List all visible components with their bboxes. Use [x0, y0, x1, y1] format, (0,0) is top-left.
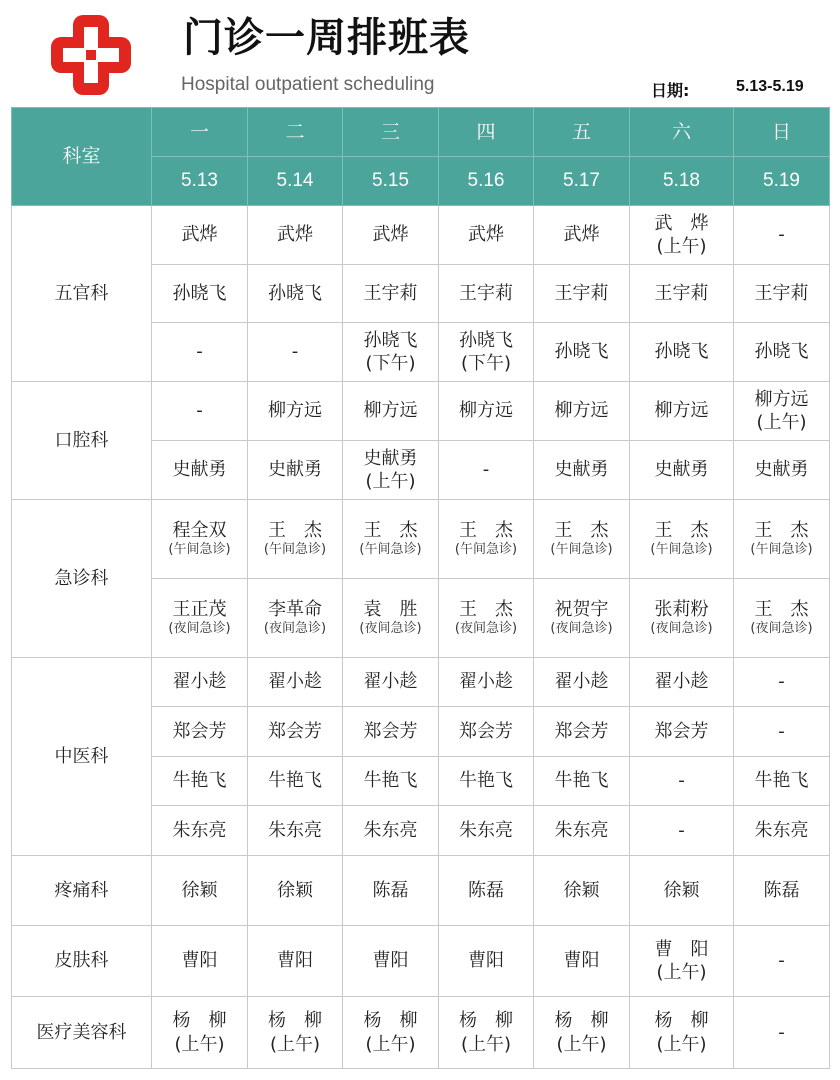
doctor-name: 王宇莉	[459, 282, 513, 304]
doctor-name: 史献勇	[363, 447, 418, 469]
doctor-name: 曹阳	[277, 950, 313, 972]
doctor-name: 陈磊	[763, 879, 800, 901]
shift-cell	[439, 206, 534, 265]
day-header: 六	[630, 108, 734, 157]
doctor-name: -	[778, 224, 785, 246]
shift-cell	[534, 806, 630, 856]
doctor-name: 杨 柳	[654, 1010, 709, 1032]
shift-cell	[630, 441, 734, 500]
shift-cell	[534, 997, 630, 1069]
doctor-name: -	[678, 819, 685, 841]
date-header: 5.13	[152, 157, 248, 206]
doctor-name: 朱东亮	[459, 819, 513, 841]
shift-note: (午间急诊)	[550, 542, 613, 558]
shift-cell	[630, 382, 734, 441]
shift-note: (夜间急诊)	[168, 621, 231, 637]
doctor-name: 朱东亮	[363, 819, 418, 841]
shift-cell	[152, 265, 248, 323]
shift-cell	[152, 997, 248, 1069]
schedule-row	[12, 500, 830, 579]
doctor-name: -	[778, 720, 785, 742]
doctor-name: 孙晓飞	[554, 341, 609, 363]
shift-cell	[343, 856, 439, 926]
doctor-name: 孙晓飞	[654, 341, 709, 363]
day-header: 一	[152, 108, 248, 157]
shift-cell	[152, 579, 248, 658]
doctor-name: 朱东亮	[554, 819, 609, 841]
shift-note: (夜间急诊)	[650, 621, 713, 637]
date-header: 5.16	[439, 157, 534, 206]
shift-cell	[534, 856, 630, 926]
shift-cell	[734, 441, 830, 500]
doctor-name: 翟小趁	[363, 671, 418, 693]
shift-cell	[734, 856, 830, 926]
shift-cell	[734, 323, 830, 382]
doctor-name: 郑会芳	[268, 720, 322, 742]
doctor-name: 武烨	[563, 224, 600, 246]
doctor-name: 史献勇	[268, 459, 322, 481]
shift-cell	[734, 265, 830, 323]
shift-cell	[439, 265, 534, 323]
shift-cell	[630, 926, 734, 997]
doctor-name: 柳方远	[363, 400, 418, 422]
shift-cell	[734, 926, 830, 997]
doctor-name: 王 杰	[363, 519, 418, 541]
shift-cell	[343, 206, 439, 265]
date-header: 5.19	[734, 157, 830, 206]
doctor-name: 曹阳	[181, 950, 218, 972]
shift-cell	[630, 500, 734, 579]
shift-cell	[152, 926, 248, 997]
shift-cell	[630, 206, 734, 265]
doctor-name: 王 杰	[268, 519, 322, 541]
schedule-row	[12, 206, 830, 265]
doctor-name: 翟小趁	[459, 671, 513, 693]
doctor-name: 武烨	[181, 224, 218, 246]
department-name: 皮肤科	[12, 926, 152, 997]
doctor-name: 王 杰	[459, 519, 513, 541]
shift-cell	[343, 265, 439, 323]
shift-cell	[152, 806, 248, 856]
doctor-name: -	[291, 341, 299, 363]
shift-cell	[630, 707, 734, 757]
shift-note: (上午)	[656, 236, 707, 257]
doctor-name: 王 杰	[754, 519, 809, 541]
shift-cell	[248, 806, 343, 856]
shift-cell	[534, 757, 630, 806]
doctor-name: 袁 胜	[363, 598, 418, 620]
doctor-name: 杨 柳	[268, 1010, 322, 1032]
shift-cell	[152, 500, 248, 579]
shift-cell	[248, 926, 343, 997]
shift-note: (夜间急诊)	[359, 621, 422, 637]
doctor-name: -	[678, 770, 685, 792]
doctor-name: 柳方远	[754, 388, 809, 410]
doctor-name: 朱东亮	[268, 819, 322, 841]
shift-note: (上午)	[269, 1033, 321, 1055]
department-name: 急诊科	[12, 500, 152, 658]
doctor-name: 杨 柳	[172, 1010, 227, 1032]
shift-cell	[534, 579, 630, 658]
doctor-name: 柳方远	[268, 400, 322, 422]
hospital-cross-logo	[48, 12, 134, 98]
doctor-name: 柳方远	[459, 400, 513, 422]
doctor-name: 王 杰	[459, 598, 513, 620]
doctor-name: 牛艳飞	[554, 770, 609, 792]
doctor-name: -	[778, 1021, 785, 1043]
shift-cell	[534, 658, 630, 707]
doctor-name: 郑会芳	[554, 720, 609, 742]
shift-cell	[734, 997, 830, 1069]
shift-cell	[248, 323, 343, 382]
doctor-name: 牛艳飞	[459, 770, 513, 792]
doctor-name: 曹阳	[468, 950, 504, 972]
doctor-name: 朱东亮	[754, 819, 809, 841]
department-name: 疼痛科	[12, 856, 152, 926]
doctor-name: 孙晓飞	[172, 282, 227, 304]
doctor-name: 曹阳	[372, 950, 409, 972]
date-header: 5.14	[248, 157, 343, 206]
shift-note: (上午)	[556, 1033, 607, 1055]
shift-cell	[248, 441, 343, 500]
doctor-name: 翟小趁	[654, 671, 709, 693]
shift-note: (上午)	[365, 471, 416, 492]
shift-cell	[343, 500, 439, 579]
doctor-name: 孙晓飞	[363, 329, 418, 351]
doctor-name: 武烨	[372, 224, 409, 246]
shift-cell	[248, 856, 343, 926]
shift-cell	[439, 997, 534, 1069]
shift-cell	[630, 265, 734, 323]
shift-cell	[630, 997, 734, 1069]
doctor-name: 翟小趁	[172, 671, 227, 693]
shift-cell	[343, 806, 439, 856]
shift-cell	[439, 806, 534, 856]
doctor-name: 王宇莉	[363, 282, 418, 304]
day-header: 二	[248, 108, 343, 157]
shift-cell	[734, 500, 830, 579]
date-label: 日期:	[651, 81, 690, 100]
doctor-name: -	[482, 459, 490, 481]
doctor-name: 杨 柳	[459, 1010, 513, 1032]
doctor-name: 徐颖	[663, 879, 700, 901]
shift-note: (夜间急诊)	[750, 621, 813, 637]
doctor-name: 武烨	[277, 224, 313, 246]
schedule-row	[12, 926, 830, 997]
shift-note: (午间急诊)	[359, 542, 422, 558]
shift-cell	[343, 382, 439, 441]
shift-cell	[630, 323, 734, 382]
shift-note: (夜间急诊)	[550, 621, 613, 637]
schedule-row	[12, 856, 830, 926]
date-header: 5.18	[630, 157, 734, 206]
date-range: 5.13-5.19	[736, 78, 804, 95]
doctor-name: 程全双	[172, 519, 227, 541]
schedule-body	[12, 206, 830, 1069]
shift-note: (上午)	[656, 1033, 707, 1055]
shift-cell	[439, 926, 534, 997]
shift-cell	[534, 707, 630, 757]
doctor-name: 徐颖	[277, 879, 313, 901]
doctor-name: 翟小趁	[268, 671, 322, 693]
doctor-name: 武 烨	[654, 212, 709, 234]
shift-cell	[439, 579, 534, 658]
shift-cell	[534, 926, 630, 997]
doctor-name: 史献勇	[554, 459, 609, 481]
doctor-name: 牛艳飞	[363, 770, 418, 792]
shift-cell	[439, 757, 534, 806]
doctor-name: 孙晓飞	[754, 341, 809, 363]
page-title: 门诊一周排班表	[183, 15, 470, 61]
doctor-name: 郑会芳	[363, 720, 418, 742]
header-row-days	[12, 108, 830, 157]
shift-cell	[534, 500, 630, 579]
schedule-table	[11, 107, 830, 1069]
doctor-name: 朱东亮	[172, 819, 227, 841]
doctor-name: -	[196, 400, 203, 422]
dept-header: 科室	[12, 108, 152, 206]
hospital-cross-icon	[48, 12, 134, 98]
shift-cell	[439, 382, 534, 441]
doctor-name: -	[778, 671, 785, 693]
doctor-name: 武烨	[468, 224, 504, 246]
doctor-name: 王宇莉	[654, 282, 709, 304]
shift-cell	[534, 206, 630, 265]
shift-cell	[248, 382, 343, 441]
shift-note: (上午)	[174, 1033, 225, 1055]
department-name: 医疗美容科	[12, 997, 152, 1069]
shift-cell	[248, 206, 343, 265]
shift-cell	[734, 707, 830, 757]
shift-cell	[534, 441, 630, 500]
shift-cell	[734, 658, 830, 707]
shift-cell	[248, 757, 343, 806]
shift-note: (上午)	[365, 1033, 416, 1055]
day-header: 三	[343, 108, 439, 157]
shift-note: (午间急诊)	[168, 542, 231, 558]
shift-cell	[734, 757, 830, 806]
shift-cell	[343, 757, 439, 806]
department-name: 五官科	[12, 206, 152, 382]
shift-cell	[152, 441, 248, 500]
doctor-name: 史献勇	[172, 459, 227, 481]
shift-cell	[152, 856, 248, 926]
shift-note: (夜间急诊)	[263, 621, 327, 637]
shift-cell	[630, 757, 734, 806]
doctor-name: 史献勇	[654, 459, 709, 481]
shift-cell	[630, 806, 734, 856]
shift-cell	[248, 579, 343, 658]
doctor-name: 张莉粉	[654, 598, 709, 620]
doctor-name: 牛艳飞	[172, 770, 227, 792]
doctor-name: 王正茂	[172, 598, 227, 620]
shift-cell	[343, 997, 439, 1069]
day-header: 五	[534, 108, 630, 157]
shift-cell	[439, 707, 534, 757]
doctor-name: 陈磊	[468, 879, 504, 901]
doctor-name: 王 杰	[654, 519, 709, 541]
doctor-name: 郑会芳	[172, 720, 227, 742]
shift-cell	[248, 707, 343, 757]
date-header: 5.15	[343, 157, 439, 206]
shift-cell	[439, 658, 534, 707]
shift-cell	[630, 579, 734, 658]
shift-cell	[248, 997, 343, 1069]
date-header: 5.17	[534, 157, 630, 206]
doctor-name: 杨 柳	[363, 1010, 418, 1032]
shift-note: (午间急诊)	[750, 542, 813, 558]
shift-cell	[439, 856, 534, 926]
doctor-name: 徐颖	[181, 879, 218, 901]
doctor-name: 杨 柳	[554, 1010, 609, 1032]
doctor-name: -	[196, 341, 203, 363]
shift-note: (上午)	[460, 1033, 512, 1055]
day-header: 四	[439, 108, 534, 157]
shift-cell	[343, 707, 439, 757]
doctor-name: 郑会芳	[654, 720, 709, 742]
department-name: 中医科	[12, 658, 152, 856]
shift-cell	[152, 757, 248, 806]
shift-cell	[439, 323, 534, 382]
shift-cell	[734, 382, 830, 441]
shift-cell	[734, 806, 830, 856]
shift-cell	[152, 323, 248, 382]
schedule-row	[12, 997, 830, 1069]
shift-note: (上午)	[656, 962, 707, 983]
shift-note: (午间急诊)	[263, 542, 327, 558]
schedule-row	[12, 382, 830, 441]
shift-cell	[734, 579, 830, 658]
shift-cell	[630, 856, 734, 926]
doctor-name: 王宇莉	[754, 282, 809, 304]
doctor-name: 王宇莉	[554, 282, 609, 304]
shift-cell	[152, 707, 248, 757]
doctor-name: 陈磊	[372, 879, 409, 901]
doctor-name: 孙晓飞	[459, 329, 513, 351]
doctor-name: 史献勇	[754, 459, 809, 481]
shift-note: (夜间急诊)	[454, 621, 518, 637]
doctor-name: 曹阳	[563, 950, 600, 972]
department-name: 口腔科	[12, 382, 152, 500]
shift-cell	[439, 441, 534, 500]
doctor-name: -	[778, 950, 785, 972]
shift-cell	[343, 926, 439, 997]
doctor-name: 郑会芳	[459, 720, 513, 742]
doctor-name: 牛艳飞	[754, 770, 809, 792]
page-subtitle: Hospital outpatient scheduling	[181, 74, 435, 95]
shift-cell	[152, 658, 248, 707]
shift-cell	[734, 206, 830, 265]
doctor-name: 李革命	[268, 598, 322, 620]
doctor-name: 柳方远	[654, 400, 709, 422]
doctor-name: 孙晓飞	[268, 282, 322, 304]
shift-cell	[343, 658, 439, 707]
doctor-name: 徐颖	[563, 879, 600, 901]
shift-cell	[439, 500, 534, 579]
doctor-name: 柳方远	[554, 400, 609, 422]
shift-cell	[343, 441, 439, 500]
shift-cell	[534, 323, 630, 382]
doctor-name: 牛艳飞	[268, 770, 322, 792]
shift-note: (上午)	[756, 412, 807, 433]
shift-note: (午间急诊)	[454, 542, 518, 558]
doctor-name: 祝贺宇	[554, 598, 609, 620]
shift-cell	[248, 658, 343, 707]
shift-cell	[630, 658, 734, 707]
shift-note: (午间急诊)	[650, 542, 713, 558]
shift-cell	[534, 382, 630, 441]
shift-cell	[152, 206, 248, 265]
shift-note: (下午)	[460, 353, 512, 374]
doctor-name: 王 杰	[754, 598, 809, 620]
shift-cell	[248, 500, 343, 579]
day-header: 日	[734, 108, 830, 157]
shift-note: (下午)	[365, 353, 416, 374]
doctor-name: 王 杰	[554, 519, 609, 541]
doctor-name: 翟小趁	[554, 671, 609, 693]
shift-cell	[534, 265, 630, 323]
doctor-name: 曹 阳	[654, 938, 709, 960]
shift-cell	[343, 323, 439, 382]
shift-cell	[248, 265, 343, 323]
shift-cell	[343, 579, 439, 658]
shift-cell	[152, 382, 248, 441]
schedule-row	[12, 658, 830, 707]
